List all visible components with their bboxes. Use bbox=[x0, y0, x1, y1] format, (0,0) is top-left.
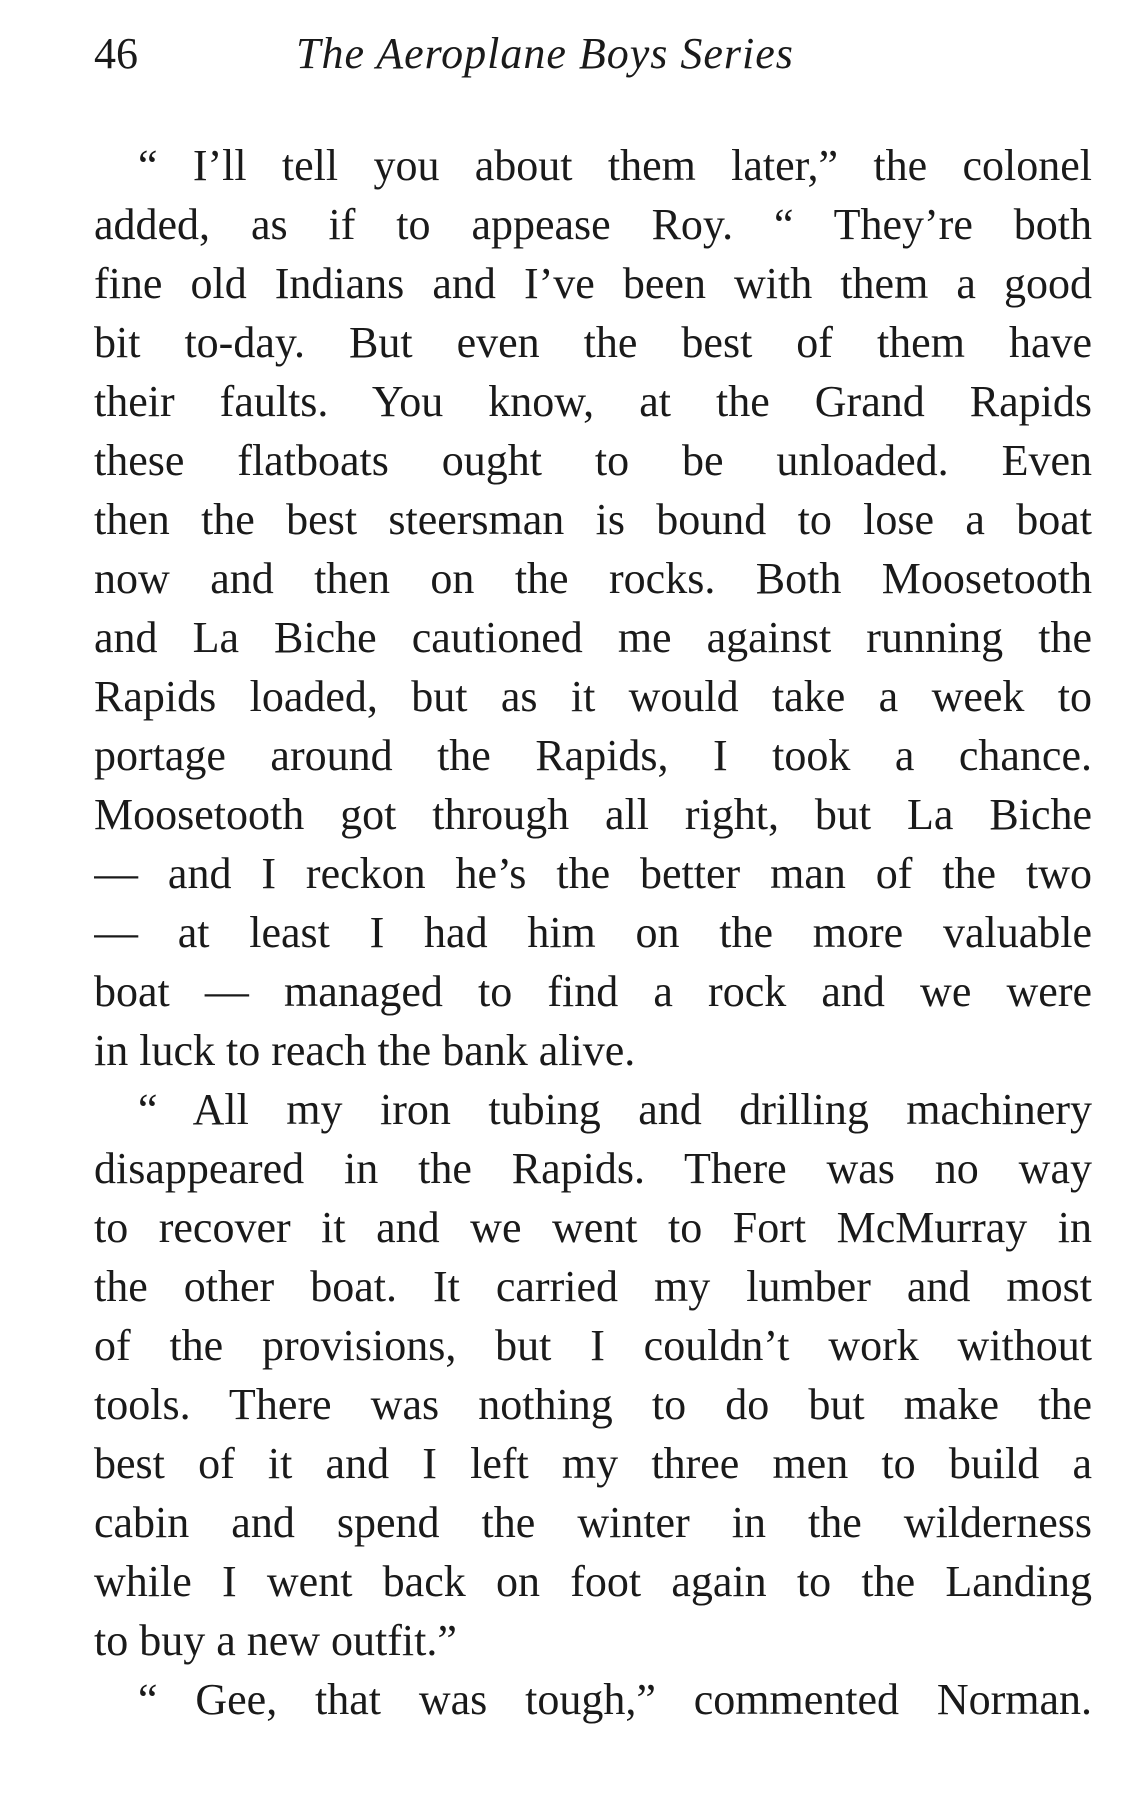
paragraph-line: their faults. You know, at the Grand Rapids bbox=[94, 377, 1092, 426]
paragraph-line: now and then on the rocks. Both Moosetooth bbox=[94, 554, 1092, 603]
paragraph-line: disappeared in the Rapids. There was no way bbox=[94, 1144, 1092, 1193]
paragraph-line: bit to-day. But even the best of them have bbox=[94, 318, 1092, 367]
paragraph-line: “ I’ll tell you about them later,” the colonel bbox=[138, 141, 1092, 190]
running-head bbox=[94, 26, 1092, 82]
page-number: 46 bbox=[94, 29, 138, 78]
paragraph-line: to buy a new outfit.” bbox=[94, 1616, 457, 1665]
paragraph-line: best of it and I left my three men to build a bbox=[94, 1439, 1092, 1488]
paragraph-line: — and I reckon he’s the better man of the two bbox=[94, 849, 1092, 898]
running-title: The Aeroplane Boys Series bbox=[296, 29, 794, 78]
paragraph-line: “ All my iron tubing and drilling machinery bbox=[138, 1085, 1092, 1134]
paragraph-line: fine old Indians and I’ve been with them a good bbox=[94, 259, 1092, 308]
paragraph-line: — at least I had him on the more valuable bbox=[94, 908, 1092, 957]
paragraph-line: boat — managed to find a rock and we were bbox=[94, 967, 1092, 1016]
paragraph-line: Moosetooth got through all right, but La Biche bbox=[94, 790, 1092, 839]
paragraph-line: portage around the Rapids, I took a chance. bbox=[94, 731, 1092, 780]
paragraph-line: and La Biche cautioned me against running the bbox=[94, 613, 1092, 662]
paragraph-line: tools. There was nothing to do but make the bbox=[94, 1380, 1092, 1429]
paragraph-line: in luck to reach the bank alive. bbox=[94, 1026, 636, 1075]
paragraph-line: “ Gee, that was tough,” commented Norman. bbox=[138, 1675, 1092, 1724]
paragraph-line: to recover it and we went to Fort McMurray in bbox=[94, 1203, 1092, 1252]
paragraph-line: these flatboats ought to be unloaded. Even bbox=[94, 436, 1092, 485]
paragraph-line: added, as if to appease Roy. “ They’re both bbox=[94, 200, 1092, 249]
paragraph-line: of the provisions, but I couldn’t work without bbox=[94, 1321, 1092, 1370]
paragraph-line: then the best steersman is bound to lose a boat bbox=[94, 495, 1092, 544]
paragraph-line: while I went back on foot again to the Landing bbox=[94, 1557, 1092, 1606]
paragraph-line: the other boat. It carried my lumber and most bbox=[94, 1262, 1092, 1311]
paragraph-line: Rapids loaded, but as it would take a week to bbox=[94, 672, 1092, 721]
body-text bbox=[94, 136, 1092, 1729]
paragraph-line: cabin and spend the winter in the wilderness bbox=[94, 1498, 1092, 1547]
